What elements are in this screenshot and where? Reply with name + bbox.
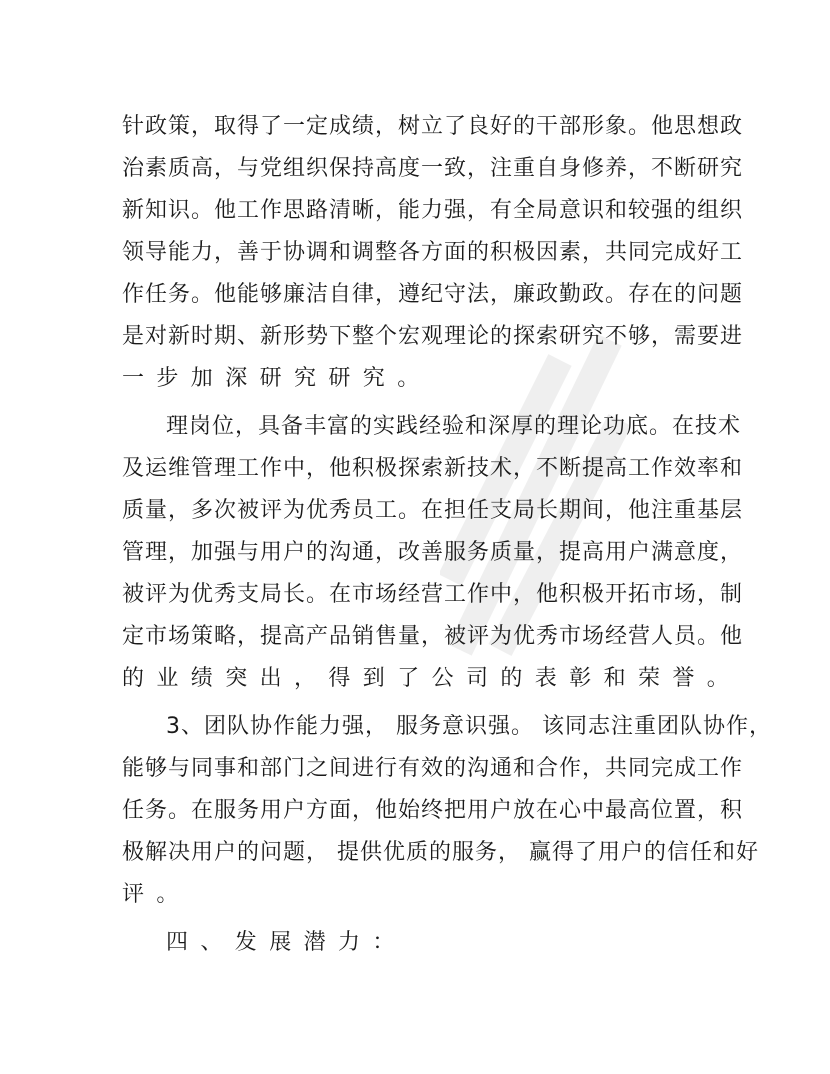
text-line: 作任务。他能够廉洁自律，遵纪守法，廉政勤政。存在的问题 xyxy=(122,282,744,307)
text-line: 四、发展潜力： xyxy=(166,930,407,955)
paragraph xyxy=(122,406,744,700)
text-line: 3、团队协作能力强， 服务意识强。 该同志注重团队协作， xyxy=(166,714,772,739)
text-line: 新知识。他工作思路清晰，能力强，有全局意识和较强的组织 xyxy=(122,198,744,223)
text-line: 定市场策略，提高产品销售量，被评为优秀市场经营人员。他 xyxy=(122,624,744,649)
text-line: 评。 xyxy=(122,882,191,907)
text-line: 质量，多次被评为优秀员工。在担任支局长期间，他注重基层 xyxy=(122,498,744,523)
text-line: 领导能力，善于协调和调整各方面的积极因素，共同完成好工 xyxy=(122,240,744,265)
document-body xyxy=(122,106,772,970)
paragraph xyxy=(122,922,710,964)
text-line: 针政策，取得了一定成绩，树立了良好的干部形象。他思想政 xyxy=(122,114,744,139)
text-line: 及运维管理工作中，他积极探索新技术，不断提高工作效率和 xyxy=(122,456,744,481)
paragraph xyxy=(122,706,772,916)
text-line: 治素质高，与党组织保持高度一致，注重自身修养，不断研究 xyxy=(122,156,744,181)
text-line: 管理，加强与用户的沟通，改善服务质量，提高用户满意度， xyxy=(122,540,744,565)
text-line: 是对新时期、新形势下整个宏观理论的探索研究不够，需要进 xyxy=(122,324,744,349)
text-line: 极解决用户的问题， 提供优质的服务， 赢得了用户的信任和好 xyxy=(122,840,759,865)
text-line: 能够与同事和部门之间进行有效的沟通和合作，共同完成工作 xyxy=(122,756,744,781)
text-line: 理岗位，具备丰富的实践经验和深厚的理论功底。在技术 xyxy=(166,414,742,439)
text-line: 的业绩突出，得到了公司的表彰和荣誉。 xyxy=(122,666,742,691)
text-line: 一步加深研究研究。 xyxy=(122,366,432,391)
text-line: 被评为优秀支局长。在市场经营工作中，他积极开拓市场，制 xyxy=(122,582,744,607)
paragraph xyxy=(122,106,744,400)
text-line: 任务。在服务用户方面，他始终把用户放在心中最高位置，积 xyxy=(122,798,744,823)
